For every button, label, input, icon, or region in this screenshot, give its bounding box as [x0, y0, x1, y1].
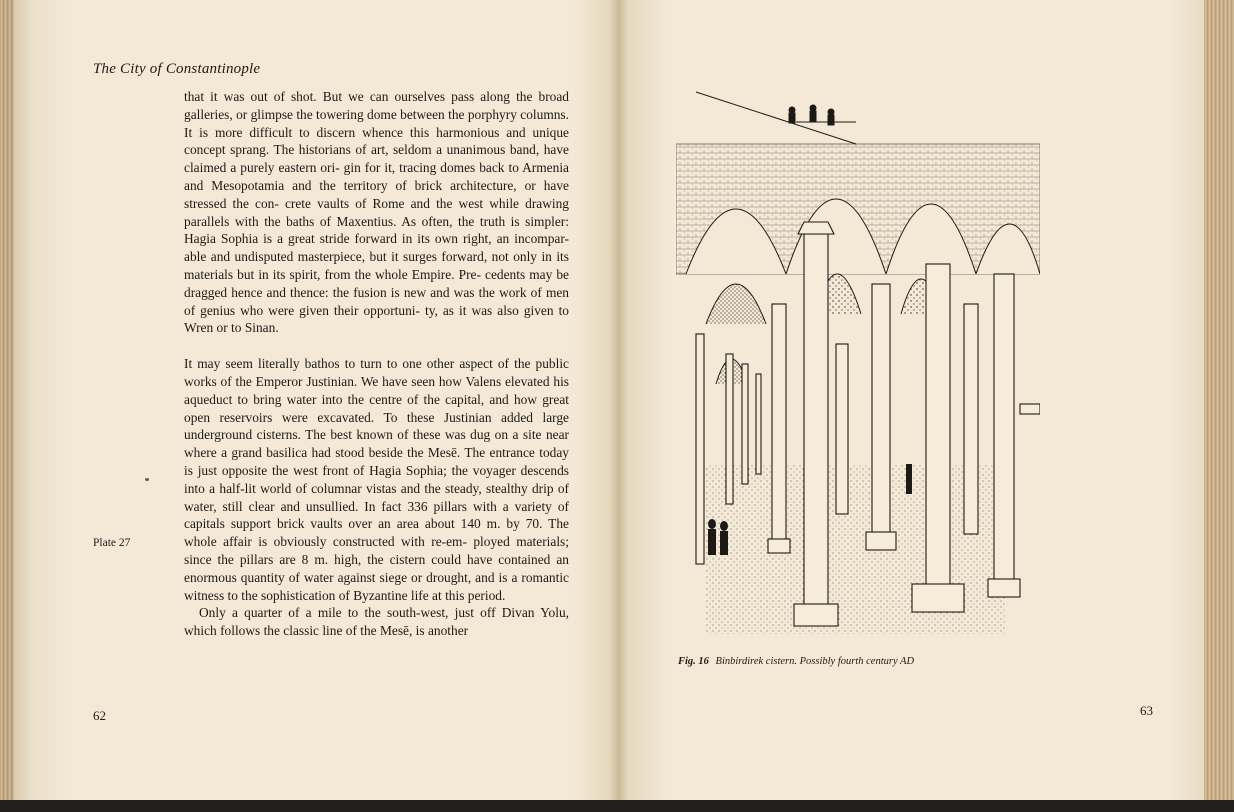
paragraph-3: Only a quarter of a mile to the south-west, just off Divan Yolu, which follows the classic line of the Mesē, is another — [184, 605, 569, 639]
figure-caption — [678, 656, 914, 667]
book-edge-left — [0, 0, 14, 812]
margin-mark — [145, 478, 149, 481]
gallery-figures — [696, 92, 856, 144]
book-edge-right — [1204, 0, 1234, 812]
paragraph-2: It may seem literally bathos to turn to one other aspect of the public works of the Emperor Justinian. We have seen how Valens elevated his aqueduct to bring water into the centre of the capital, and how great open reservoirs were excavated. To these Justinian added large underground cisterns. The best known of these was dug on a site near where a grand basilica had stood beside the Mesē. The entrance today is just opposite the west front of Hagia Sophia; the voyager descends into a half-lit world of columnar vistas and the steady, stealthy drip of water, still clear and unsullied. In fact 336 pillars with a variety of capitals support brick vaults over an area about 140 m. by 70. The whole affair is obviously constructed with re-em- ployed materials; since the pillars are 8 m. high, the cistern could have contained an enormous quantity of water against siege or drought, and is a romantic witness to the sophistication of Byzantine life at this period. — [184, 356, 569, 603]
paragraph-1: that it was out of shot. But we can ourselves pass along the broad galleries, or glimpse the towering dome between the porphyry columns. It is more difficult to discern whence this harmonious and unique concept sprang. The historians of art, seldom a unanimous band, have claimed a purely eastern ori- gin for it, tracing domes back to Armenia and Mesopotamia and the territory of brick architecture, or have stressed the con- crete vaults of Rome and the west while drawing parallels with the baths of Maxentius. As often, the truth is simpler: Hagia Sophia is a great stride forward in its own right, an incompar- able and undisputed masterpiece, but it surges forward, not only in its materials but in its spirit, from the whole Empire. Pre- cedents may be dragged hence and thence: the fusion is new and was the work of men of genius who were given their opportuni- ty, as it was also given to Wren or to Sinan. — [184, 89, 569, 336]
table-surface — [0, 800, 1234, 812]
cistern-illustration — [676, 84, 1040, 644]
page-number-left: 62 — [93, 708, 106, 723]
figure-caption-text: Binbirdirek cistern. Possibly fourth century AD — [715, 656, 915, 667]
body-text — [184, 88, 569, 640]
marginal-note: Plate 27 — [93, 537, 131, 549]
figure-number: Fig. 16 — [678, 656, 709, 667]
running-head: The City of Constantinople — [93, 61, 261, 77]
page-number-right: 63 — [1140, 703, 1153, 718]
vaults — [676, 144, 1040, 384]
